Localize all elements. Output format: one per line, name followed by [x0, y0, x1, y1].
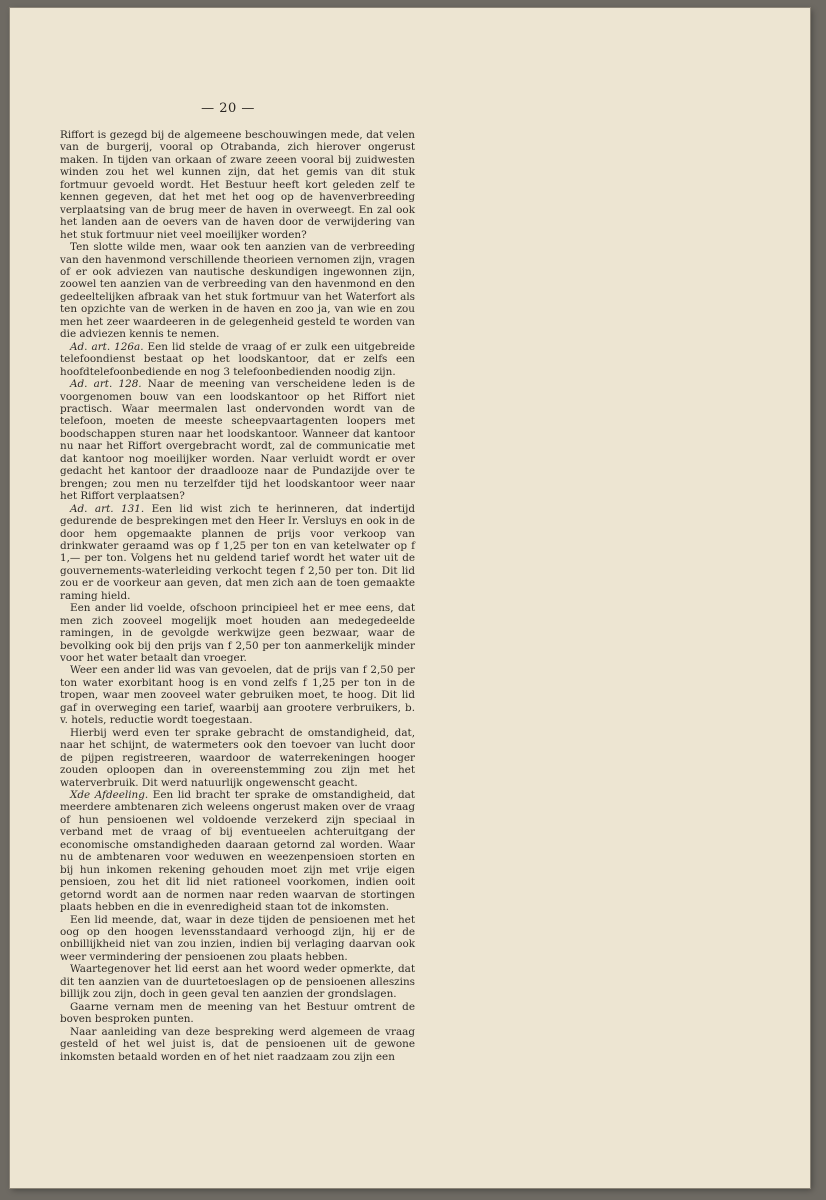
article-reference: Ad. art. 128. [70, 378, 142, 391]
paragraph [60, 129, 415, 241]
paragraph-text: Naar de meening van verscheidene leden is de voorgenomen bouw van een loodskantoor op het Riffort niet practisch. Waar meermalen last ondervonden wordt van de telefoon, moeten de meeste scheepvaartagenten loopers met boodschappen sturen naar het loodskantoor. Wanneer dat kantoor nu naar het Riffort overgebracht wordt, zal de communicatie met dat kantoor nog moeilijker worden. Naar verluidt wordt er over gedacht het kantoor der draadlooze naar de Pundazijde over te brengen; zou men nu terzelfder tijd het loodskantoor weer naar het Riffort verplaatsen? [60, 378, 415, 503]
paragraph [60, 341, 415, 378]
paragraph-text: Hierbij werd even ter sprake gebracht de omstandigheid, dat, naar het schijnt, de watermeters ook den toevoer van lucht door de pijpen registreeren, waardoor de waterrekeningen hooger zouden oploopen dan in overeenstemming zou zijn met het waterverbruik. Dit werd natuurlijk ongewenscht geacht. [60, 726, 415, 789]
body-text [60, 129, 415, 1063]
paragraph [60, 602, 415, 664]
article-reference: Ad. art. 126a. [70, 340, 144, 353]
article-reference: Ad. art. 131. [70, 502, 145, 515]
paragraph-text: Waartegenover het lid eerst aan het woord weder opmerkte, dat dit ten aanzien van de duurtetoeslagen op de pensioenen alleszins billijk zou zijn, doch in geen geval ten aanzien der grondslagen. [60, 963, 415, 1001]
paragraph-text: Een lid stelde de vraag of er zulk een uitgebreide telefoondienst bestaat op het loodskantoor, dat er zelfs een hoofdtelefoonbediende en nog 3 telefoonbedienden noodig zijn. [60, 340, 415, 378]
paragraph [60, 914, 415, 964]
paragraph [60, 727, 415, 789]
paragraph [60, 664, 415, 726]
paragraph-text: Een lid wist zich te herinneren, dat indertijd gedurende de besprekingen met den Heer Ir. Versluys en ook in de door hem opgemaakte plannen de prijs voor verkoop van drinkwater geraamd was op f 1,25 per ton en van ketelwater op f 1,— per ton. Volgens het nu geldend tarief wordt het water uit de gouvernements-waterleiding verkocht tegen f 2,50 per ton. Dit lid zou er de voorkeur aan geven, dat men zich aan de toen gemaakte raming hield. [60, 502, 415, 602]
paragraph-text: Riffort is gezegd bij de algemeene beschouwingen mede, dat velen van de burgerij, vooral op Otrabanda, zich hierover ongerust maken. In tijden van orkaan of zware zeeen vooral bij zuidwesten winden zou het wel kunnen zijn, dat het gemis van dit stuk fortmuur gevoeld wordt. Het Bestuur heeft kort geleden zelf te kennen gegeven, dat het met het oog op de havenverbreeding verplaatsing van de brug meer de haven in overweegt. En zal ook het landen aan de oevers van de haven door de verwijdering van het stuk fortmuur niet veel moeilijker worden? [60, 129, 415, 241]
article-reference: Xde Afdeeling. [70, 789, 149, 802]
paragraph [60, 963, 415, 1000]
paragraph [60, 503, 415, 603]
paragraph-text: Een ander lid voelde, ofschoon principieel het er mee eens, dat men zich zooveel mogelijk moet houden aan medegedeelde ramingen, in de gevolgde werkwijze geen bezwaar, waar de bevolking ook bij den prijs van f 2,50 per ton aanmerkelijk minder voor het water betaalt dan vroeger. [60, 602, 415, 665]
page-number: — 20 — [201, 101, 255, 116]
paragraph [60, 789, 415, 914]
paragraph [60, 1001, 415, 1026]
paragraph [60, 1026, 415, 1063]
paragraph-text: Weer een ander lid was van gevoelen, dat de prijs van f 2,50 per ton water exorbitant hoog is en vond zelfs f 1,25 per ton in de tropen, waar men zooveel water gebruiken moet, te hoog. Dit lid gaf in overweging een tarief, waarbij aan grootere verbruikers, b. v. hotels, reductie wordt toegestaan. [60, 664, 415, 727]
document-page [10, 8, 810, 1188]
paragraph-text: Een lid bracht ter sprake de omstandigheid, dat meerdere ambtenaren zich weleens ongerust maken over de vraag of hun pensioenen wel voldoende verzekerd zijn speciaal in verband met de vraag of bij eventueelen achteruitgang der economische omstandigheden daaraan getornd zal worden. Waar nu de ambtenaren voor weduwen en weezenpensioen storten en bij hun inkomen rekening gehouden moet zijn met vrije eigen pensioen, zou het dit lid niet rationeel voorkomen, indien ooit getornd wordt aan de normen naar reden waarvan de stortingen plaats hebben en die in evenredigheid staan tot de inkomsten. [60, 789, 415, 914]
paragraph [60, 378, 415, 503]
paragraph-text: Ten slotte wilde men, waar ook ten aanzien van de verbreeding van den havenmond verschillende theorieen vernomen zijn, vragen of er ook adviezen van nautische deskundigen ingewonnen zijn, zoowel ten aanzien van de verbreeding van den havenmond en den gedeeltelijken afbraak van het stuk fortmuur van het Waterfort als ten opzichte van de werken in de haven en zoo ja, van wie en zou men het zeer waardeeren in de gelegenheid gesteld te worden van die adviezen kennis te nemen. [60, 241, 415, 341]
paragraph [60, 241, 415, 341]
paragraph-text: Naar aanleiding van deze bespreking werd algemeen de vraag gesteld of het wel juist is, dat de pensioenen uit de gewone inkomsten betaald worden en of het niet raadzaam zou zijn een [60, 1025, 415, 1063]
paragraph-text: Gaarne vernam men de meening van het Bestuur omtrent de boven besproken punten. [60, 1000, 415, 1026]
paragraph-text: Een lid meende, dat, waar in deze tijden de pensioenen met het oog op den hoogen levensstandaard verhoogd zijn, hij er de onbillijkheid niet van zou inzien, indien bij verlaging daarvan ook weer vermindering der pensioenen zou plaats hebben. [60, 913, 415, 963]
